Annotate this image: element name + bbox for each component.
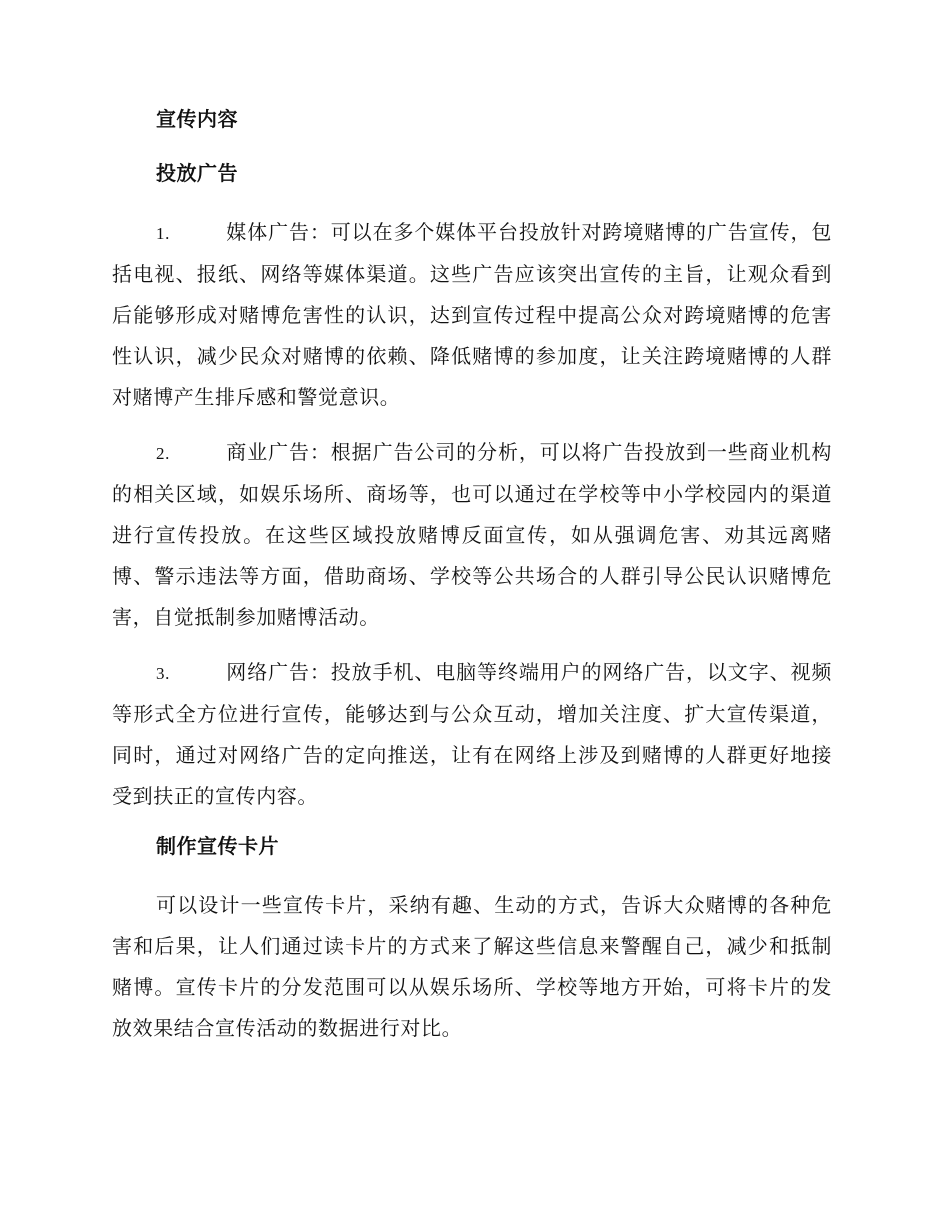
list-item-text: 网络广告：投放手机、电脑等终端用户的网络广告，以文字、视频等形式全方位进行宣传，能够达到与公众互动，增加关注度、扩大宣传渠道，同时，通过对网络广告的定向推送，让有在网络上涉及到赌博的人群更好地接受到扶正的宣传内容。 — [112, 660, 832, 808]
ads-heading: 投放广告 — [156, 161, 238, 185]
list-item-text: 媒体广告：可以在多个媒体平台投放针对跨境赌博的广告宣传，包括电视、报纸、网络等媒体渠道。这些广告应该突出宣传的主旨，让观众看到后能够形成对赌博危害性的认识，达到宣传过程中提高公众对跨境赌博的危害性认识，减少民众对赌博的依赖、降低赌博的参加度，让关注跨境赌博的人群对赌博产生排斥感和警觉意识。 — [112, 220, 832, 409]
cards-heading: 制作宣传卡片 — [156, 834, 279, 858]
cards-paragraph: 可以设计一些宣传卡片，采纳有趣、生动的方式，告诉大众赌博的各种危害和后果，让人们通过读卡片的方式来了解这些信息来警醒自己，减少和抵制赌博。宣传卡片的分发范围可以从娱乐场所、学校等地方开始，可将卡片的发放效果结合宣传活动的数据进行对比。 — [112, 893, 832, 1040]
list-item — [112, 432, 832, 638]
section-title: 宣传内容 — [156, 107, 238, 131]
list-number: 2. — [156, 444, 170, 463]
list-item — [112, 652, 832, 817]
list-number: 1. — [156, 224, 170, 243]
document-body — [112, 104, 832, 1063]
list-number: 3. — [156, 664, 170, 683]
list-item-text: 商业广告：根据广告公司的分析，可以将广告投放到一些商业机构的相关区域，如娱乐场所、商场等，也可以通过在学校等中小学校园内的渠道进行宣传投放。在这些区域投放赌博反面宣传，如从强调危害、劝其远离赌博、警示违法等方面，借助商场、学校等公共场合的人群引导公民认识赌博危害，自觉抵制参加赌博活动。 — [112, 440, 832, 629]
list-item — [112, 212, 832, 418]
